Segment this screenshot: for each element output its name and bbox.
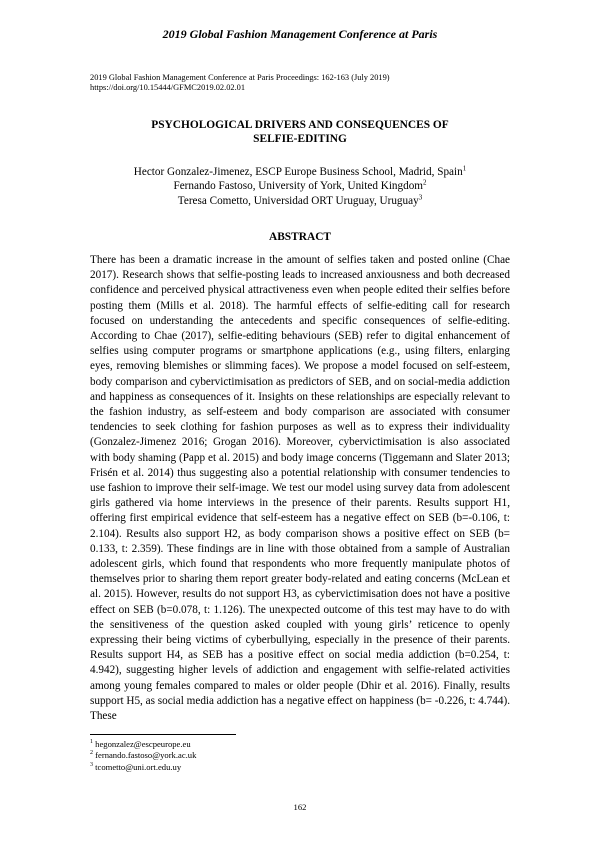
- author-2: [90, 179, 510, 193]
- footnote-divider: [90, 734, 236, 735]
- author-3-footnote-mark: 3: [418, 193, 423, 202]
- abstract-body: There has been a dramatic increase in the amount of selfies taken and posted online (Chae 2017). Research shows that selfie-posting leads to increased anxiousness and both decreased confidence and perceived physical attractiveness even when people edited their selfies before posting them (Mills et al. 2018). The harmful effects of selfie-editing call for research focused on understanding the antecedents and specific consequences of selfie-editing. According to Chae (2017), selfie-editing behaviours (SEB) refer to digital enhancement of selfies using computer programs or smartphone applications (e.g., using filters, enlarging eyes, removing blemishes or slimming faces). We propose a model focused on self-esteem, body comparison and cybervictimisation as predictors of SEB, and on social-media addiction and happiness as consequences of it. Insights on these relationships are especially relevant to the fashion industry, as self-esteem and body comparison are associated with consumer tendencies to seek clothing for fashion purposes as well as to express their individuality (Gonzalez-Jimenez 2016; Grogan 2016). Moreover, cybervictimisation is also associated with body shaming (Papp et al. 2015) and body image concerns (Tiggemann and Slater 2013; Frisén et al. 2014) thus suggesting also a potential relationship with consumer tendencies to use fashion to improve their self-image. We test our model using survey data from adolescent girls gathered via home interviews in the presence of their parents. Results support H1, offering first empirical evidence that self-esteem has a negative effect on SEB (b=-0.106, t: 2.104). Results also support H2, as body comparison shows a positive effect on SEB (b= 0.133, t: 2.359). These findings are in line with those obtained from a sample of Australian adolescent girls, which found that respondents who more frequently manipulate photos of themselves prior to sharing them report greater body-related and eating concerns (McLean et al. 2015). However, results do not support H3, as cybervictimisation does not have a positive effect on SEB (b=0.078, t: 1.126). The unexpected outcome of this test may have to do with the sensitiveness of the question asked coupled with young girls’ reticence to openly expressing their being victims of cyberbullying, especially in the presence of their parents. Results support H4, as SEB has a positive effect on social media addiction (b=0.254, t: 4.942), suggesting higher levels of addiction and engagement with selfie-related activities among young females compared to males or older people (Dhir et al. 2016). Finally, results support H5, as social media addiction has a negative effect on happiness (b= -0.226, t: 4.744). These: [90, 254, 510, 723]
- footnote-1-email[interactable]: hegonzalez@escpeurope.eu: [95, 739, 191, 749]
- title-line-2: SELFIE-EDITING: [253, 133, 347, 145]
- abstract-heading: ABSTRACT: [268, 231, 332, 243]
- author-3-affiliation: Teresa Cometto, Universidad ORT Uruguay, Uruguay: [177, 194, 419, 207]
- author-2-affiliation: Fernando Fastoso, University of York, United Kingdom: [173, 180, 424, 193]
- author-2-footnote-mark: 2: [423, 178, 427, 187]
- footnote-3: [90, 762, 510, 773]
- footnote-1-mark: 1: [90, 739, 93, 746]
- footnotes: [90, 739, 510, 773]
- author-1: [90, 165, 510, 179]
- footnote-3-mark: 3: [90, 761, 93, 768]
- page-number: 162: [293, 802, 307, 812]
- running-head: 2019 Global Fashion Management Conference at Paris: [162, 27, 438, 41]
- author-list: [90, 165, 510, 208]
- footnote-2: [90, 750, 510, 761]
- footnote-2-email[interactable]: fernando.fastoso@york.ac.uk: [95, 750, 197, 761]
- proceedings-citation: 2019 Global Fashion Management Conference at Paris Proceedings: 162-163 (July 2019): [90, 73, 390, 82]
- footnote-2-mark: 2: [90, 750, 93, 757]
- footnote-3-email[interactable]: tcometto@uni.ort.edu.uy: [95, 761, 182, 772]
- doi-link[interactable]: https://doi.org/10.15444/GFMC2019.02.02.01: [90, 83, 246, 93]
- author-3: [90, 194, 510, 208]
- title-line-1: PSYCHOLOGICAL DRIVERS AND CONSEQUENCES OF: [151, 119, 449, 131]
- author-1-affiliation: Hector Gonzalez-Jimenez, ESCP Europe Business School, Madrid, Spain: [133, 166, 463, 178]
- proceedings-info: [90, 73, 510, 94]
- author-1-footnote-mark: 1: [462, 164, 467, 173]
- footnote-1: [90, 739, 510, 750]
- paper-title: [90, 118, 510, 146]
